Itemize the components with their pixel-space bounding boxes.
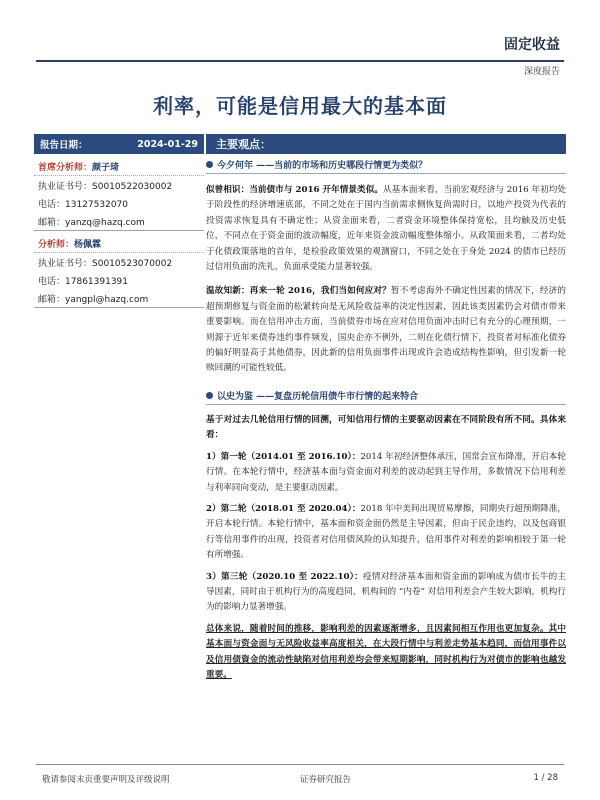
viewpoint-heading: 主要观点：: [206, 134, 566, 154]
footer-page-number: 1 / 28: [533, 773, 558, 783]
footer-divider: [36, 764, 564, 765]
report-date-value: 2024-01-29: [137, 138, 198, 150]
email-address[interactable]: yanzq@hazq.com: [65, 218, 145, 228]
analyst-email: [34, 212, 204, 231]
paragraph-round-2: [206, 502, 566, 564]
bullet-dot-icon: [206, 392, 213, 399]
analyst-name: 杨佩霖: [74, 240, 102, 250]
email-label: 邮箱：: [38, 218, 66, 228]
analyst-role: 分析师：: [38, 240, 75, 250]
report-title: 利率，可能是信用最大的基本面: [153, 94, 447, 118]
section-heading-1: [206, 158, 566, 174]
section-heading-2: [206, 389, 566, 405]
phone-label: 电话：: [38, 277, 66, 287]
paragraph-lead: 温故知新：再来一轮 2016，我们当如何应对？: [206, 286, 391, 297]
paragraph-intro: [206, 413, 566, 444]
phone-number: 13127532070: [65, 200, 129, 210]
paragraph-body: 疫情对经济基本面和资金面的影响成为债市长牛的主导因素，同时由于机构行为的高度趋同，机构间的 “内卷” 对信用利差会产生较大影响，机构行为的影响力显著增强。: [206, 571, 566, 613]
paragraph-lead: 似曾相识：当前债市与 2016 开年情景类似。: [206, 185, 383, 195]
cert-label: 执业证书号：: [38, 182, 93, 192]
analyst-role: 首席分析师：: [38, 163, 93, 173]
analyst-email: [34, 289, 204, 308]
cert-label: 执业证书号：: [38, 259, 93, 269]
paragraph-body: 暂不考虑海外不确定性因素的情况下，经济的超预期修复与资金面的松紧转向是无风险收益率的决定性因素，因此该类因素仍会对债市带来重要影响。而在信用冲击方面，当前债券市场在应对信用负面冲击时已有充分的心理预期，一则源于近年来债券违约事件频发，国央企亦不例外，二则在化债行情下，投资者对标准化债券的偏好明显高于其他债券，因此新的信用负面事件出现或许会造成结构性影响，但引发新一轮赎回潮的可能性较低。: [206, 286, 566, 374]
header-divider: [36, 60, 564, 62]
phone-label: 电话：: [38, 200, 66, 210]
report-type: 深度报告: [523, 67, 560, 77]
email-label: 邮箱：: [38, 295, 66, 305]
email-address[interactable]: yangpl@hazq.com: [65, 295, 149, 305]
paragraph-round-3: [206, 570, 566, 616]
analyst-cert: [34, 176, 204, 194]
cert-number: S0010522030002: [92, 182, 173, 192]
cert-number: S0010523070002: [92, 259, 173, 269]
report-date-box: [34, 134, 204, 154]
paragraph-lead: 1）第一轮（2014.01 至 2016.10）：: [206, 451, 361, 462]
phone-number: 17861391391: [65, 277, 129, 287]
section-heading-text: 以史为鉴 ——复盘历轮信用债牛市行情的起来特合: [217, 391, 419, 402]
paragraph-summary: [206, 622, 566, 684]
report-date-label: 报告日期：: [40, 140, 88, 151]
analyst-phone: [34, 194, 204, 212]
footer-doc-type: 证券研究报告: [300, 775, 352, 785]
paragraph-lead: 2）第二轮（2018.01 至 2020.04）：: [206, 503, 361, 514]
main-content: [206, 134, 566, 683]
paragraph-body: 2018 年中美间出现贸易摩擦，同期央行超预期降准，开启本轮行情。本轮行情中，基本面和资金面仍然是主导因素，但由于民企违约，以及包商银行等信用事件的出现，投资者对信用债风险的认知提升，信用事件对利差的影响相较于第一轮有所增强。: [206, 503, 566, 561]
paragraph-round-1: [206, 450, 566, 496]
analyst-heading: [34, 235, 204, 253]
paragraph-lead: 基于对过去几轮信用行情的回溯，可知信用行情的主要驱动因素在不同阶段有所不同。具体来看：: [206, 414, 566, 441]
analyst-phone: [34, 271, 204, 289]
section-heading-text: 今夕何年 ——当前的市场和历史哪段行情更为类似？: [217, 161, 428, 171]
paragraph-similarity: [206, 183, 566, 275]
paragraph-body: 从基本面来看，当前宏观经济与 2016 年初均处于阶段性的经济增速底部，不同之处在于国内当前需求侧恢复尚需时日，以地产投资为代表的投资需求恢复具有不确定性；从资金面来看，二者资金环境整体保持宽松，且均触及历史低位，不同点在于资金面的波动幅度，近年来资金波动幅度整体缩小。从政策面来看，二者均处于化债政策落地的首年，是检验政策效果的观测窗口，不同之处在于身处 2024 的债市已经历过信用负面的洗礼，负面承受能力显著较强。: [206, 185, 566, 273]
chief-analyst-heading: [34, 158, 204, 176]
bullet-dot-icon: [206, 161, 213, 168]
report-category: 固定收益: [504, 37, 560, 53]
paragraph-lessons: [206, 284, 566, 376]
analyst-cert: [34, 253, 204, 271]
paragraph-body: 2014 年初经济整体承压，国常会宣布降准，开启本轮行情。在本轮行情中，经济基本面与资金面对利差的波动起到主导作用，多数情况下信用利差与利率同向变动，是主要驱动因素。: [206, 451, 566, 493]
footer-disclaimer[interactable]: 敬请参阅末页重要声明及评级说明: [42, 775, 170, 785]
analyst-name: 颜子琦: [92, 163, 120, 173]
analyst-sidebar: [34, 134, 204, 308]
paragraph-body: 总体来说，随着时间的推移，影响利差的因素逐渐增多，且因素间相互作用也更加复杂。其中基本面与资金面与无风险收益率高度相关，在大段行情中与利差走势基本趋同，而信用事件以及信用债資金的流动性缺陷对信用利差均会带来短期影响，同时机构行为对债市的影响也越发重要。: [206, 623, 566, 680]
paragraph-lead: 3）第三轮（2020.10 至 2022.10）：: [206, 571, 364, 582]
